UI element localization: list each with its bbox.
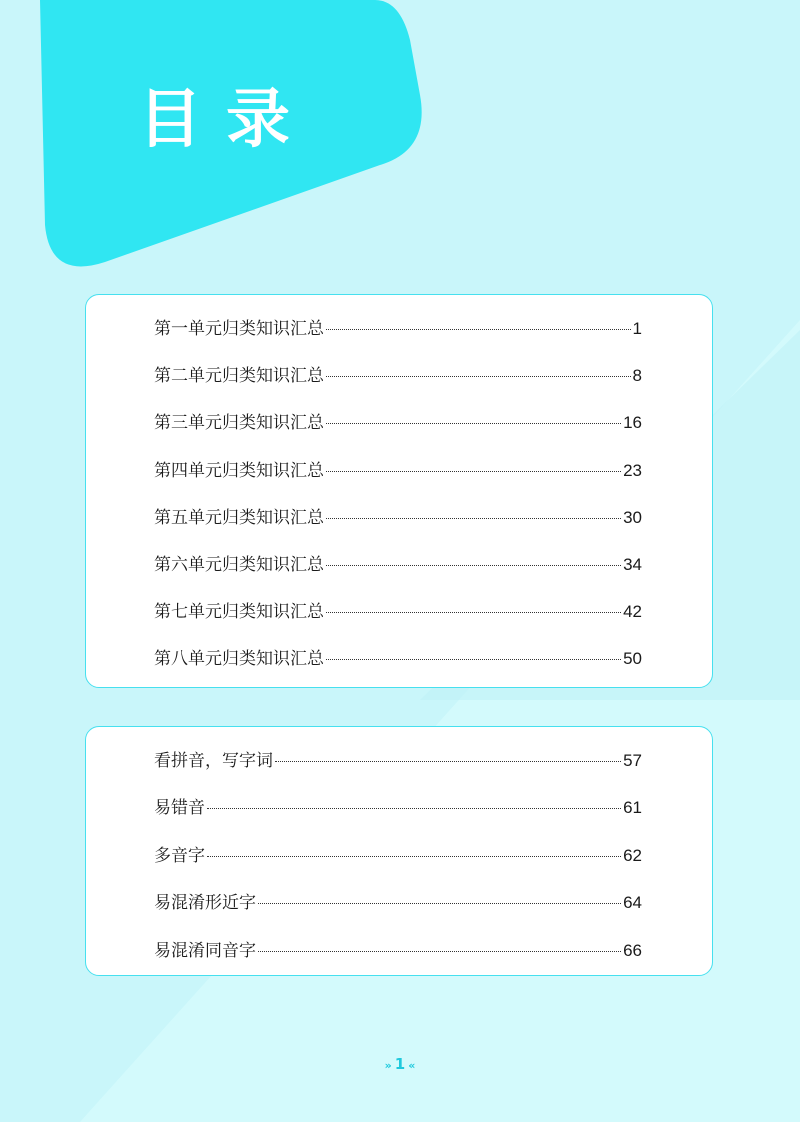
leader-dots [326,612,621,613]
toc-row-page: 66 [623,940,642,960]
leader-dots [326,329,631,330]
leader-dots [258,903,621,904]
toc-row-page: 30 [623,507,642,527]
title-banner-shape [0,0,800,300]
page-number-footer [0,1055,800,1073]
toc-row[interactable] [154,314,642,361]
left-chevrons-icon: » [384,1059,392,1072]
toc-row[interactable] [154,793,642,840]
toc-row-page: 64 [623,893,642,913]
page-number: 1 [394,1055,406,1073]
toc-row-page: 57 [623,751,642,770]
toc-row-label: 第二单元归类知识汇总 [154,366,324,387]
right-chevrons-icon: « [408,1059,416,1072]
leader-dots [326,518,621,519]
leader-dots [326,376,631,377]
toc-row[interactable] [154,456,642,503]
toc-row-page: 34 [623,554,642,574]
leader-dots [258,951,621,952]
leader-dots [326,565,621,566]
toc-row-label: 第六单元归类知识汇总 [154,554,324,575]
toc-row-page: 50 [623,649,642,669]
toc-row[interactable] [154,503,642,550]
toc-row[interactable] [154,746,642,793]
toc-row-label: 第四单元归类知识汇总 [154,460,324,481]
leader-dots [326,471,621,472]
toc-row-label: 第一单元归类知识汇总 [154,319,324,339]
toc-row[interactable] [154,936,642,983]
toc-row-label: 第七单元归类知识汇总 [154,602,324,623]
toc-row[interactable] [154,888,642,935]
toc-row[interactable] [154,408,642,455]
leader-dots [207,856,621,857]
leader-dots [275,761,621,762]
toc-row-page: 23 [623,460,642,480]
toc-row[interactable] [154,361,642,408]
toc-row-label: 易混淆形近字 [154,893,256,914]
leader-dots [326,423,621,424]
toc-row-label: 第八单元归类知识汇总 [154,649,324,670]
toc-row[interactable] [154,841,642,888]
toc-row-page: 42 [623,602,642,622]
toc-panel-units [85,294,713,688]
toc-row-label: 看拼音，写字词 [154,751,273,771]
toc-row[interactable] [154,644,642,691]
toc-row[interactable] [154,597,642,644]
toc-row-page: 16 [623,413,642,433]
toc-row-page: 1 [632,319,642,338]
toc-row-page: 61 [623,798,642,818]
toc-row-page: 8 [632,366,642,386]
leader-dots [326,659,621,660]
toc-row-label: 第三单元归类知识汇总 [154,413,324,434]
leader-dots [207,808,621,809]
toc-row-label: 第五单元归类知识汇总 [154,507,324,528]
toc-row-label: 易错音 [154,798,205,819]
toc-panel-extras [85,726,713,976]
toc-row-label: 多音字 [154,845,205,866]
toc-row-label: 易混淆同音字 [154,940,256,961]
toc-row-page: 62 [623,845,642,865]
toc-row[interactable] [154,550,642,597]
page-title: 目录 [138,83,314,157]
